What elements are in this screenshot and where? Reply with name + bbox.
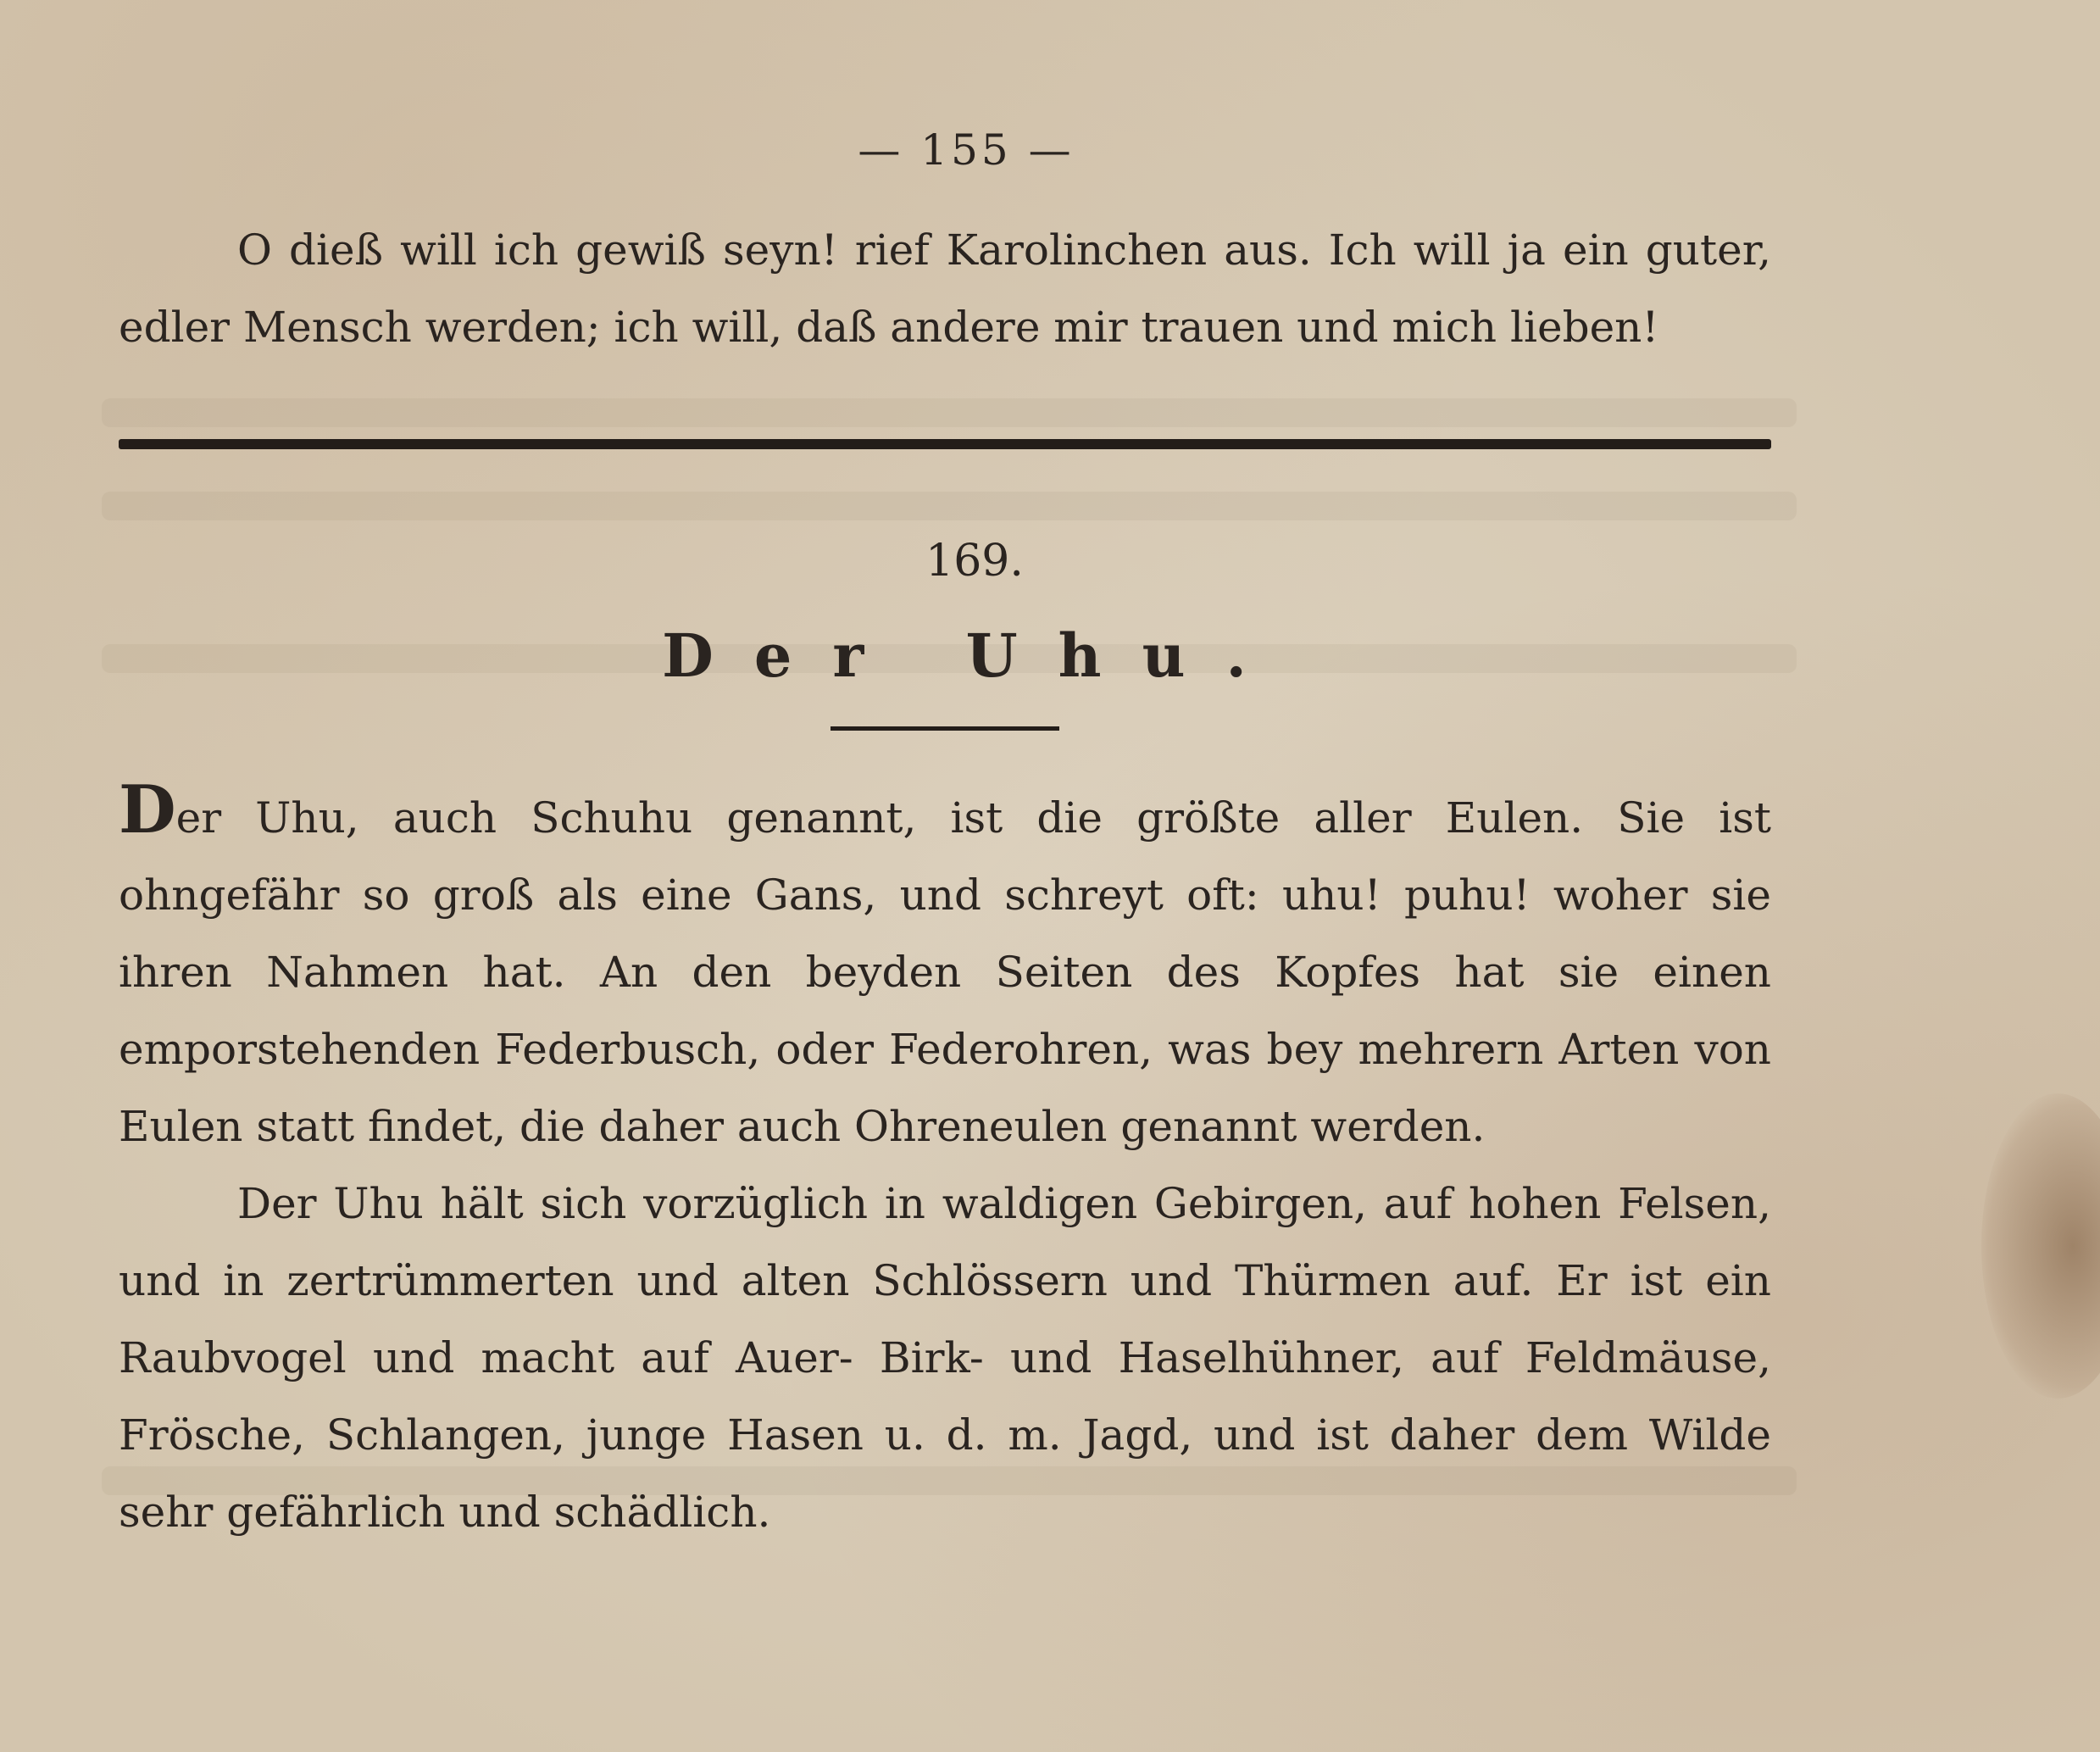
section-body: [119, 771, 1771, 1551]
bleed-through: [102, 492, 1797, 520]
carryover-text: O dieß will ich gewiß seyn! rief Karolinchen aus. Ich will ja ein guter, edler Mensch werden; ich will, daß andere mir trauen und mich lieben!: [119, 225, 1771, 352]
page-stain: [1981, 1093, 2100, 1399]
section-title: Der Uhu.: [662, 620, 1287, 691]
paragraph: Der Uhu, auch Schuhu genannt, ist die größte aller Eulen. Sie ist ohngefähr so groß als eine Gans, und schreyt oft: uhu! puhu! woher sie ihren Nahmen hat. An den beyden Seiten des Kopfes hat sie einen emporstehenden Federbusch, oder Federohren, was bey mehrern Arten von Eulen statt findet, die daher auch Ohreneulen genannt werden.: [119, 771, 1771, 1151]
paragraph: Der Uhu hält sich vorzüglich in waldigen Gebirgen, auf hohen Felsen, und in zertrümmerten und alten Schlössern und Thürmen auf. Er ist ein Raubvogel und macht auf Auer- Birk- und Haselhühner, auf Feldmäuse, Frösche, Schlangen, junge Hasen u. d. m. Jagd, und ist daher dem Wilde sehr gefährlich und schädlich.: [119, 1179, 1771, 1537]
section-number: 169.: [925, 536, 1024, 587]
page-number: — 155 —: [858, 125, 1075, 175]
bleed-through: [102, 398, 1797, 427]
title-underline: [831, 726, 1059, 731]
section-divider: [119, 439, 1771, 449]
carryover-paragraph: [119, 212, 1771, 366]
